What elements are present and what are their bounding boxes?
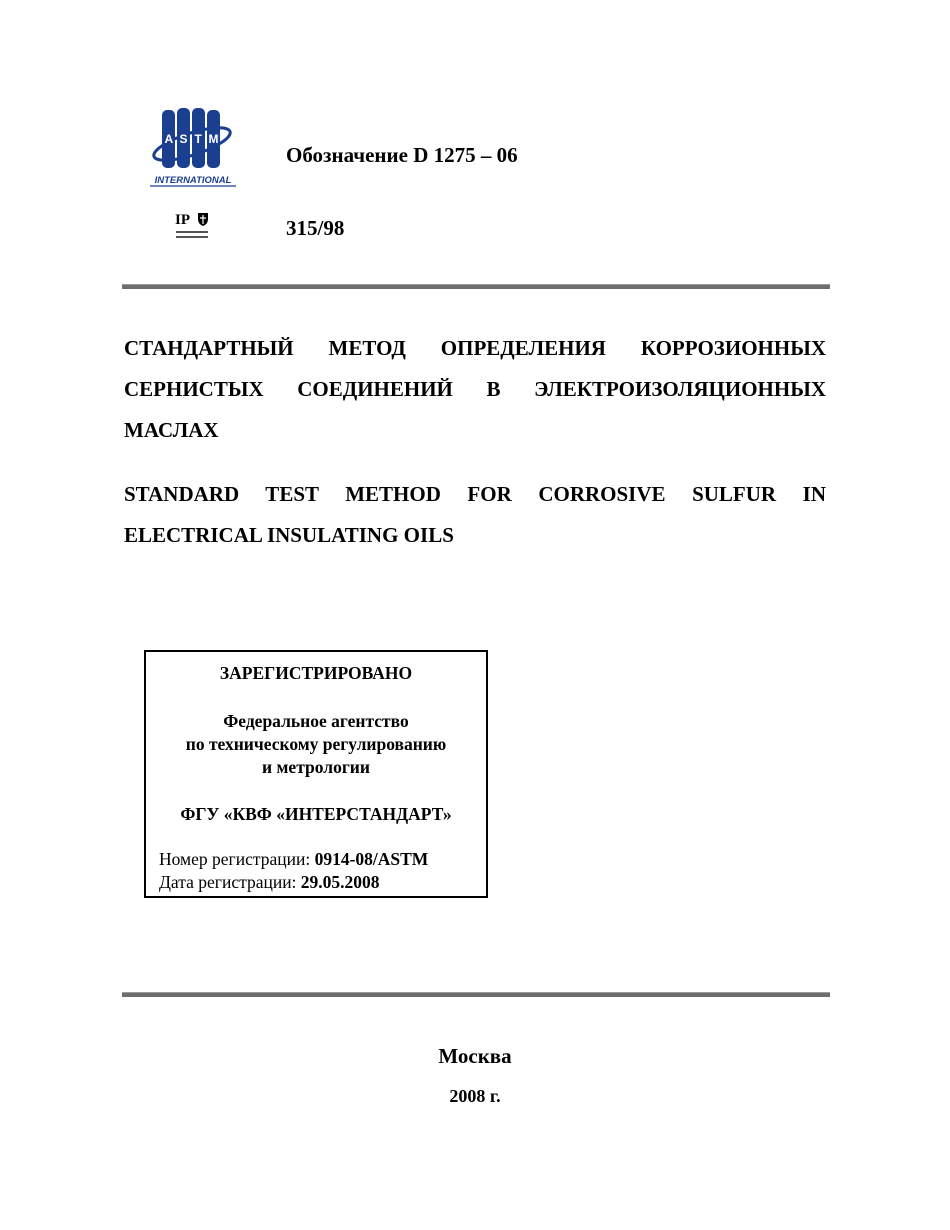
registration-date-label: Дата регистрации: xyxy=(159,872,301,892)
ip-logo-text: IP xyxy=(175,212,190,228)
svg-text:M: M xyxy=(208,132,219,146)
bottom-divider xyxy=(122,992,830,997)
svg-text:T: T xyxy=(194,132,202,146)
agency-line: по техническому регулированию xyxy=(185,734,447,754)
registration-date-value: 29.05.2008 xyxy=(300,872,380,892)
title-en-line: ELECTRICAL INSULATING OILS xyxy=(124,523,454,547)
title-english xyxy=(124,474,826,556)
svg-text:S: S xyxy=(179,132,188,146)
registration-stamp xyxy=(144,650,488,898)
astm-logo-caption: INTERNATIONAL xyxy=(154,175,232,186)
title-ru-line: СЕРНИСТЫХ СОЕДИНЕНИЙ В ЭЛЕКТРОИЗОЛЯЦИОННЫХ xyxy=(124,377,826,401)
registration-agency xyxy=(146,710,486,779)
registration-number-label: Номер регистрации: xyxy=(159,849,315,869)
institute-of-petroleum-logo xyxy=(172,210,216,246)
publication-year: 2008 г. xyxy=(449,1086,501,1106)
title-ru-line: СТАНДАРТНЫЙ МЕТОД ОПРЕДЕЛЕНИЯ КОРРОЗИОННЫХ xyxy=(124,336,826,360)
document-designation: Обозначение D 1275 – 06 xyxy=(286,143,518,167)
registration-number xyxy=(159,848,428,871)
agency-line: и метрологии xyxy=(262,757,370,777)
top-divider xyxy=(122,284,830,289)
title-ru-line: МАСЛАХ xyxy=(124,418,219,442)
astm-international-logo xyxy=(148,106,238,188)
publication-city: Москва xyxy=(438,1044,512,1068)
registration-number-value: 0914-08/ASTM xyxy=(314,849,429,869)
registration-date xyxy=(159,871,380,894)
title-russian xyxy=(124,328,826,451)
ip-standard-number: 315/98 xyxy=(286,216,345,240)
registration-heading: ЗАРЕГИСТРИРОВАНО xyxy=(219,663,413,683)
title-en-line: STANDARD TEST METHOD FOR CORROSIVE SULFUR IN xyxy=(124,482,826,506)
svg-text:A: A xyxy=(164,132,174,146)
agency-line: Федеральное агентство xyxy=(223,711,409,731)
registration-organization: ФГУ «КВФ «ИНТЕРСТАНДАРТ» xyxy=(180,804,452,824)
